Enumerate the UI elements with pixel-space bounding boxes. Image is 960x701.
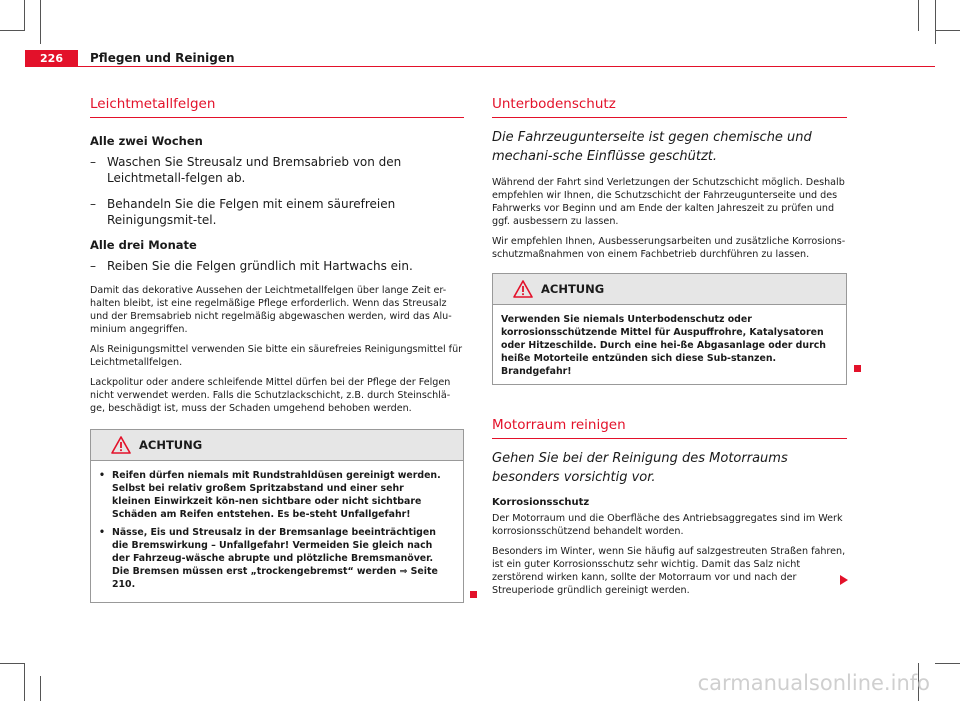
warning-box — [492, 273, 847, 385]
body-paragraph: Besonders im Winter, wenn Sie häufig auf salzgestreuten Straßen fahren, ist ein guter Korrosionsschutz sehr wichtig. Damit das Salz nicht zerstörend wirken kann, sollte der Motorraum vor und nach der Streuperiode gründlich gereinigt werden. — [492, 546, 846, 596]
warning-header — [91, 430, 463, 461]
section-end-marker — [470, 591, 477, 598]
warning-bullet — [99, 526, 443, 591]
right-column — [492, 96, 847, 604]
body-paragraph: Lackpolitur oder andere schleifende Mittel dürfen bei der Pflege der Felgen nicht verwendet werden. Falls die Schutzlackschicht, z.B. durch Steinschlä-ge, beschädigt ist, muss der Schaden umgehend behoben werden. — [90, 377, 451, 414]
section-end-marker — [854, 365, 861, 372]
warning-label: ACHTUNG — [541, 282, 605, 296]
body-paragraph: Während der Fahrt sind Verletzungen der Schutzschicht möglich. Deshalb empfehlen wir Ihnen, die Schutzschicht der Fahrzeugunterseite und des Fahrwerks vor Beginn und am Ende der kalten Jahreszeit zu prüfen und ggf. ausbessern zu lassen. — [492, 177, 845, 227]
warning-box — [90, 429, 464, 603]
subhead-korrosionsschutz: Korrosionsschutz — [492, 497, 590, 508]
warning-body — [493, 305, 846, 384]
step-item — [90, 258, 464, 274]
section-title-leichtmetallfelgen: Leichtmetallfelgen — [90, 96, 464, 118]
step-text: Reiben Sie die Felgen gründlich mit Hartwachs ein. — [107, 259, 413, 273]
dash-marker: – — [90, 155, 96, 169]
step-text: Behandeln Sie die Felgen mit einem säurefreien Reinigungsmit-tel. — [107, 197, 396, 227]
intro-text: Die Fahrzeugunterseite ist gegen chemische und mechani-sche Einflüsse geschützt. — [492, 130, 812, 164]
running-header: Pflegen und Reinigen — [90, 51, 235, 65]
dash-marker: – — [90, 197, 96, 211]
warning-triangle-icon — [513, 280, 533, 298]
body-paragraph: Als Reinigungsmittel verwenden Sie bitte ein säurefreies Reinigungsmittel für Leichtmetallfelgen. — [90, 344, 463, 368]
warning-text: Verwenden Sie niemals Unterbodenschutz oder korrosionsschützende Mittel für Auspuffrohre, Katalysatoren oder Hitzeschilde. Durch eine hei-ße Abgasanlage oder durch heiße Motorteile entzünden sich diese Sub-stanzen. Brandgefahr! — [501, 314, 826, 377]
warning-body — [91, 461, 463, 602]
continue-arrow-icon — [840, 575, 848, 585]
subhead-alle-zwei-wochen: Alle zwei Wochen — [90, 134, 203, 148]
warning-triangle-icon — [111, 436, 131, 454]
warning-label: ACHTUNG — [139, 438, 203, 452]
header-rule — [25, 66, 935, 67]
bullet-dot: • — [99, 527, 105, 538]
watermark: carmanualsonline.info — [697, 671, 930, 695]
page-number: 226 — [25, 50, 78, 67]
warning-text: Reifen dürfen niemals mit Rundstrahldüsen gereinigt werden. Selbst bei relativ großem Spritzabstand und einer sehr kleinen Einwirkzeit kön-nen sichtbare oder nicht sichtbare Schäden am Reifen entstehen. Es be-steht Unfallgefahr! — [112, 470, 441, 520]
body-paragraph: Wir empfehlen Ihnen, Ausbesserungsarbeiten und zusätzliche Korrosions-schutzmaßnahmen von einem Fachbetrieb durchführen zu lassen. — [492, 236, 846, 260]
step-item — [90, 196, 464, 228]
body-paragraph: Der Motorraum und die Oberfläche des Antriebsaggregates sind im Werk korrosionsschützend behandelt worden. — [492, 513, 843, 537]
section-title-motorraum-reinigen: Motorraum reinigen — [492, 417, 847, 439]
left-column — [90, 96, 464, 603]
step-text: Waschen Sie Streusalz und Bremsabrieb von den Leichtmetall-felgen ab. — [107, 155, 402, 185]
warning-text: Nässe, Eis und Streusalz in der Bremsanlage beeinträchtigen die Bremswirkung – Unfallgefahr! Vermeiden Sie gleich nach der Fahrzeug-wäsche abrupte und plötzliche Bremsmanöver. Die Bremsen müssen erst „trockengebremst“ werden ⇒ Seite 210. — [112, 527, 438, 590]
warning-bullet — [99, 469, 443, 521]
body-paragraph: Damit das dekorative Aussehen der Leichtmetallfelgen über lange Zeit er-halten bleibt, ist eine regelmäßige Pflege erforderlich. Wenn das Streusalz und der Bremsabrieb nicht regelmäßig abgewaschen werden, wird das Alu-minium angegriffen. — [90, 285, 452, 335]
dash-marker: – — [90, 259, 96, 273]
warning-header — [493, 274, 846, 305]
subhead-alle-drei-monate: Alle drei Monate — [90, 238, 197, 252]
section-title-unterbodenschutz: Unterbodenschutz — [492, 96, 847, 118]
intro-text: Gehen Sie bei der Reinigung des Motorraums besonders vorsichtig vor. — [492, 451, 788, 485]
step-item — [90, 154, 464, 186]
bullet-dot: • — [99, 470, 105, 481]
